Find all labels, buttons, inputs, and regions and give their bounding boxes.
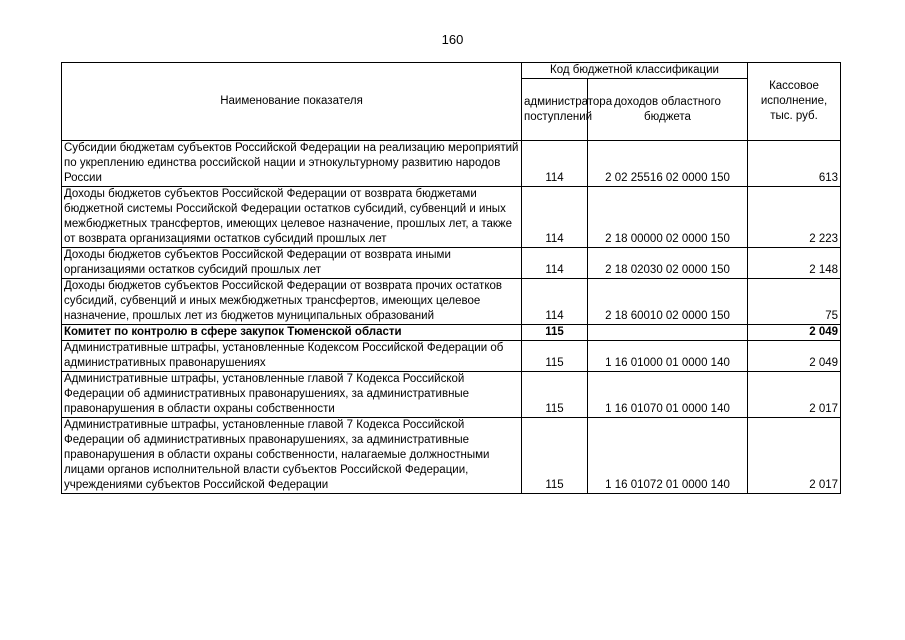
table-row [62, 372, 841, 418]
table-row [62, 418, 841, 494]
income-code-cell: 2 18 02030 02 0000 150 [588, 248, 748, 279]
amount-column-header: Кассовое исполнение, тыс. руб. [748, 63, 841, 141]
admin-code-cell: 114 [522, 187, 588, 248]
table-row [62, 341, 841, 372]
amount-cell: 2 049 [748, 325, 841, 341]
indicator-name-cell: Административные штрафы, установленные главой 7 Кодекса Российской Федерации об административных правонарушениях, за административные правонарушения в области охраны собственности, налагаемые должностными лицами органов исполнительной власти субъектов Российской Федерации, учреждениями субъектов Российской Федерации [62, 418, 522, 494]
table-row [62, 187, 841, 248]
amount-cell: 75 [748, 279, 841, 325]
indicator-name-cell: Доходы бюджетов субъектов Российской Федерации от возврата бюджетами бюджетной системы Российской Федерации остатков субсидий, субвенций и иных межбюджетных трансфертов, имеющих целевое назначение, прошлых лет, а также от возврата организациями остатков субсидий прошлых лет [62, 187, 522, 248]
amount-cell: 2 017 [748, 372, 841, 418]
amount-cell: 2 223 [748, 187, 841, 248]
income-code-cell: 1 16 01070 01 0000 140 [588, 372, 748, 418]
indicator-name-cell: Административные штрафы, установленные главой 7 Кодекса Российской Федерации об административных правонарушениях, за административные правонарушения в области охраны собственности [62, 372, 522, 418]
indicator-name-cell: Доходы бюджетов субъектов Российской Федерации от возврата иными организациями остатков субсидий прошлых лет [62, 248, 522, 279]
income-code-cell: 2 02 25516 02 0000 150 [588, 141, 748, 187]
admin-code-cell: 114 [522, 141, 588, 187]
income-code-cell: 2 18 60010 02 0000 150 [588, 279, 748, 325]
indicator-name-cell: Комитет по контролю в сфере закупок Тюменской области [62, 325, 522, 341]
amount-cell: 613 [748, 141, 841, 187]
table-body [62, 141, 841, 494]
income-code-cell [588, 325, 748, 341]
table-row [62, 248, 841, 279]
admin-code-cell: 115 [522, 372, 588, 418]
admin-code-cell: 115 [522, 325, 588, 341]
indicator-name-cell: Доходы бюджетов субъектов Российской Федерации от возврата прочих остатков субсидий, субвенций и иных межбюджетных трансфертов, имеющих целевое назначение, прошлых лет из бюджетов муниципальных образований [62, 279, 522, 325]
admin-code-cell: 114 [522, 279, 588, 325]
name-column-header: Наименование показателя [62, 63, 522, 141]
income-code-cell: 1 16 01000 01 0000 140 [588, 341, 748, 372]
income-column-header: доходов областного бюджета [588, 79, 748, 141]
amount-cell: 2 148 [748, 248, 841, 279]
indicator-name-cell: Административные штрафы, установленные Кодексом Российской Федерации об административных правонарушениях [62, 341, 522, 372]
income-code-cell: 1 16 01072 01 0000 140 [588, 418, 748, 494]
admin-column-header: администратора поступлений [522, 79, 588, 141]
budget-table [61, 62, 841, 494]
table-row [62, 325, 841, 341]
page-number: 160 [441, 32, 464, 47]
admin-code-cell: 115 [522, 418, 588, 494]
indicator-name-cell: Субсидии бюджетам субъектов Российской Федерации на реализацию мероприятий по укреплению единства российской нации и этнокультурному развитию народов России [62, 141, 522, 187]
table-row [62, 141, 841, 187]
amount-cell: 2 017 [748, 418, 841, 494]
admin-code-cell: 114 [522, 248, 588, 279]
income-code-cell: 2 18 00000 02 0000 150 [588, 187, 748, 248]
amount-cell: 2 049 [748, 341, 841, 372]
code-group-header: Код бюджетной классификации [522, 63, 748, 79]
admin-code-cell: 115 [522, 341, 588, 372]
table-row [62, 279, 841, 325]
header-row-top [62, 63, 841, 79]
